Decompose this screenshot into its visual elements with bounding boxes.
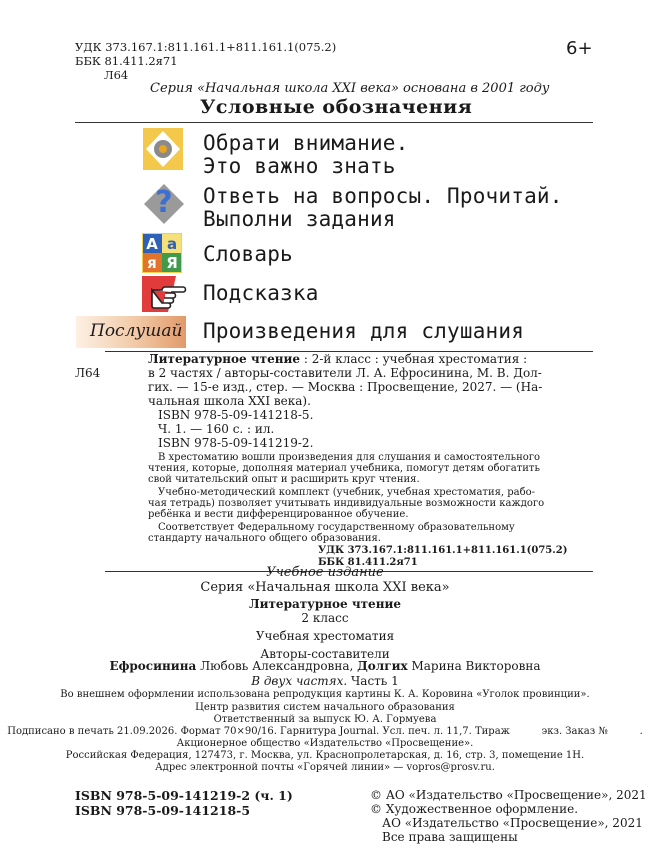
desc-line: свой читательский опыт и расширить круг чтения.: [148, 474, 420, 485]
desc-line: стандарту начального общего образования.: [148, 533, 381, 544]
imprint-kind: Учебная хрестоматия: [255, 629, 395, 643]
desc-line: Учебно-методический комплект (учебник, учебная хрестоматия, рабо-: [158, 487, 536, 498]
imprint-line: Ответственный за выпуск Ю. А. Гормуева: [213, 714, 437, 725]
udk-header: УДК 373.167.1:811.161.1+811.161.1(075.2): [75, 40, 337, 54]
listen-badge: Послушай: [76, 316, 186, 348]
divider: [75, 122, 593, 123]
imprint-line: Центр развития систем начального образования: [195, 702, 455, 713]
legend-item-dictionary: Словарь: [203, 242, 293, 266]
biblio-line1: : 2-й класс : учебная хрестоматия :: [300, 352, 528, 366]
legend-item-question-line1: Ответь на вопросы. Прочитай.: [203, 184, 563, 208]
book-title: Литературное чтение: [148, 352, 301, 366]
biblio-line3: гих. — 15-е изд., стер. — Москва : Просвещение, 2027. — (На-: [148, 380, 543, 394]
copyright-1: © АО «Издательство «Просвещение», 2021: [370, 788, 647, 802]
desc-line: В хрестоматию вошли произведения для слушания и самостоятельного: [158, 452, 541, 463]
legend-item-question-line2: Выполни задания: [203, 207, 396, 231]
author-name: Марина Викторовна: [407, 659, 541, 673]
question-icon: [142, 182, 186, 226]
svg-text:Я: Я: [166, 254, 178, 272]
biblio-line4: чальная школа XXI века).: [148, 394, 311, 408]
imprint-series: Серия «Начальная школа XXI века»: [200, 580, 450, 595]
edition-type: Учебное издание: [266, 565, 384, 580]
svg-text:?: ?: [155, 185, 173, 220]
series-founded: Серия «Начальная школа XXI века» основана в 2001 году: [150, 81, 550, 96]
footer-isbn-part: ISBN 978-5-09-141219-2 (ч. 1): [75, 788, 293, 803]
desc-line: чая тетрадь) позволяет учитывать индивидуальные возможности каждого: [148, 498, 545, 509]
imprint-title: Литературное чтение: [248, 597, 402, 611]
copyright-3: АО «Издательство «Просвещение», 2021: [382, 816, 643, 830]
biblio-isbn-set: ISBN 978-5-09-141218-5.: [158, 408, 314, 422]
attention-icon: [143, 128, 183, 170]
biblio-part: Ч. 1. — 160 с. : ил.: [158, 422, 275, 436]
parts-count: В двух частях.: [251, 674, 348, 688]
copyright-4: Все права защищены: [382, 830, 518, 844]
imprint-line: Подписано в печать 21.09.2026. Формат 70×90/16. Гарнитура Journal. Усл. печ. л. 11,7. Тираж экз. Заказ № .: [7, 726, 643, 737]
dictionary-icon: [142, 233, 182, 273]
biblio-bbk: ББК 81.411.2я71: [318, 557, 418, 568]
bbk-header: ББК 81.411.2я71: [75, 54, 178, 68]
author-surname: Ефросинина: [109, 659, 197, 673]
imprint-line: Во внешнем оформлении использована репродукция картины К. А. Коровина «Уголок провинции».: [60, 689, 590, 700]
imprint-authors-label: Авторы-составители: [260, 647, 390, 661]
legend-title: Условные обозначения: [200, 96, 473, 118]
legend-item-attention-line1: Обрати внимание.: [203, 131, 409, 155]
desc-line: чтения, которые, дополняя материал учебника, помогут детям обогатить: [148, 463, 540, 474]
biblio-isbn-part: ISBN 978-5-09-141219-2.: [158, 436, 314, 450]
biblio-udk: УДК 373.167.1:811.161.1+811.161.1(075.2): [318, 545, 568, 556]
legend-item-listen: Произведения для слушания: [203, 319, 525, 343]
author-name: Любовь Александровна,: [196, 659, 358, 673]
imprint-authors: [0, 659, 650, 673]
svg-text:я: я: [147, 254, 157, 272]
biblio-line2: в 2 частях / авторы-составители Л. А. Ефросинина, М. В. Дол-: [148, 366, 542, 380]
footer-isbn-set: ISBN 978-5-09-141218-5: [75, 803, 251, 818]
pointing-hand-icon: [142, 276, 188, 312]
desc-line: ребёнка и вести дифференцированное обучение.: [148, 509, 409, 520]
imprint-grade: 2 класс: [301, 611, 349, 625]
desc-line: Соответствует Федеральному государственному образовательному: [158, 522, 515, 533]
svg-text:А: А: [146, 235, 158, 253]
imprint-parts: [0, 674, 650, 688]
age-rating: 6+: [566, 38, 593, 59]
author-surname: Долгих: [357, 659, 408, 673]
biblio-code: Л64: [75, 366, 101, 380]
legend-item-attention-line2: Это важно знать: [203, 154, 396, 178]
imprint-line: Российская Федерация, 127473, г. Москва, ул. Краснопролетарская, д. 16, стр. 3, помещение 1Н.: [65, 750, 585, 761]
imprint-line: Акционерное общество «Издательство «Просвещение».: [176, 738, 474, 749]
author-code: Л64: [104, 68, 129, 82]
part-number: Часть 1: [347, 674, 399, 688]
legend-item-hint: Подсказка: [203, 281, 319, 305]
svg-text:а: а: [166, 235, 178, 253]
copyright-2: © Художественное оформление.: [370, 802, 579, 816]
imprint-line: Адрес электронной почты «Горячей линии» — vopros@prosv.ru.: [155, 762, 495, 773]
